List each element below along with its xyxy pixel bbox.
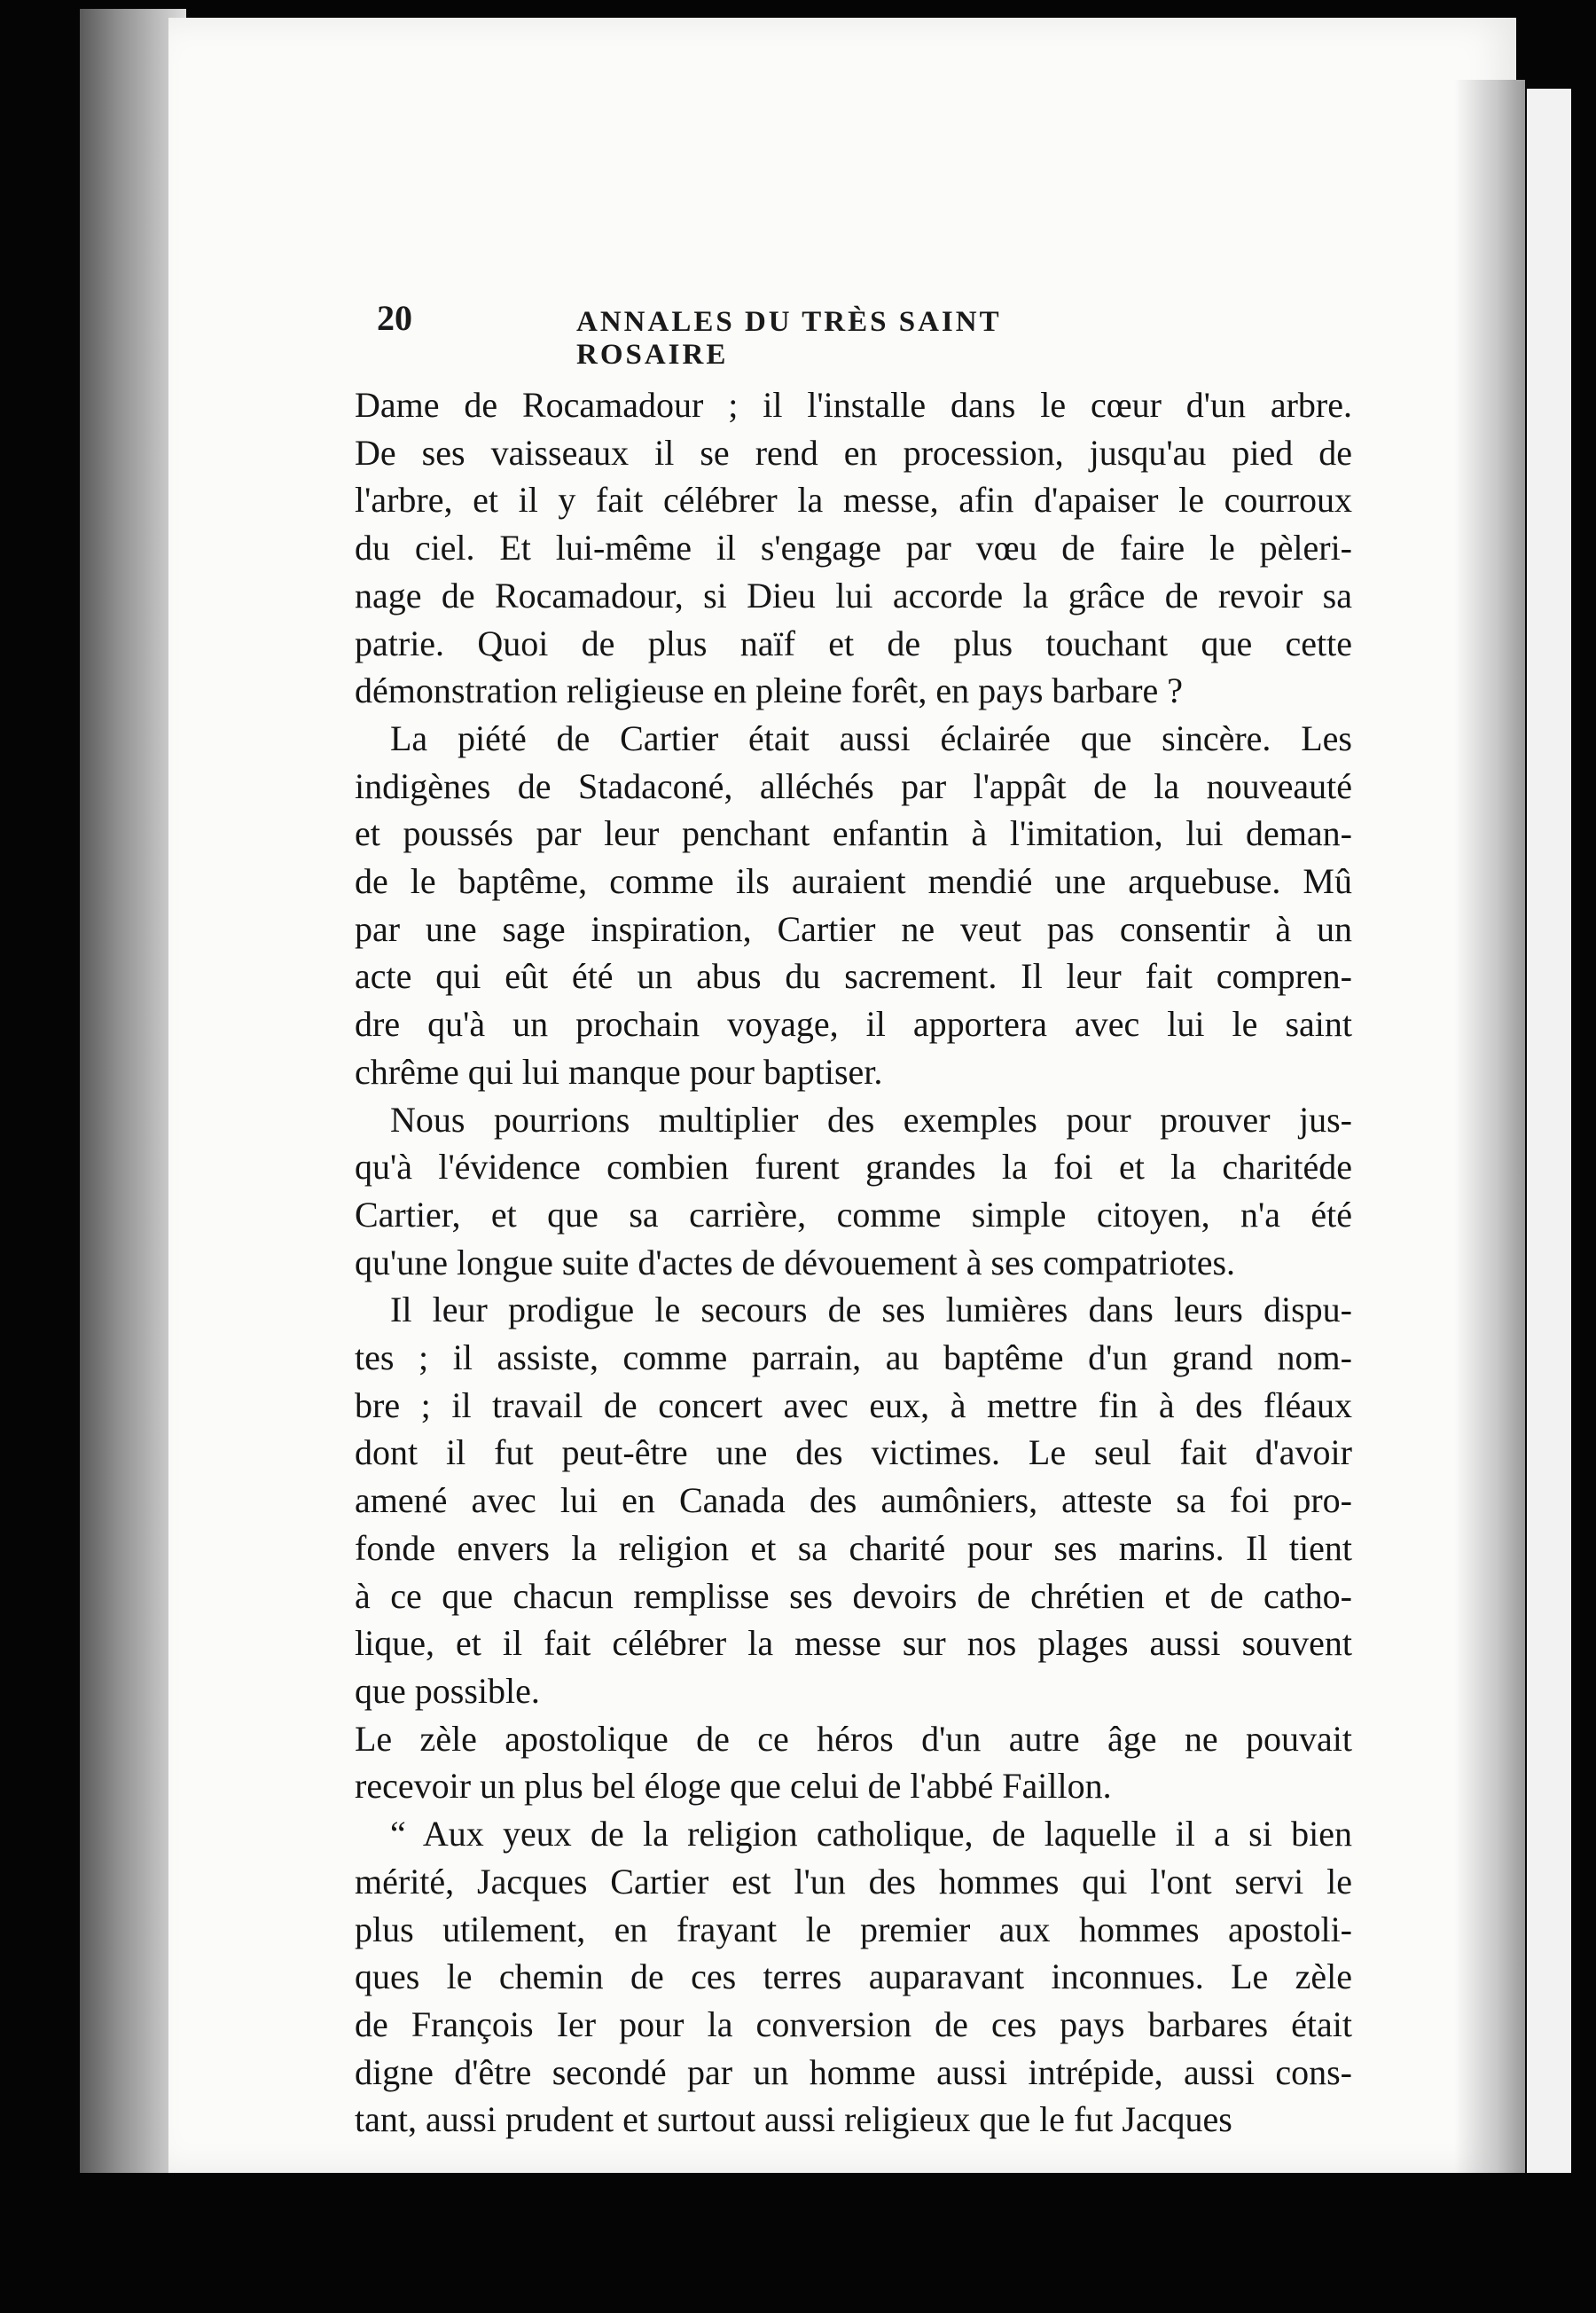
text-line: de le baptême, comme ils auraient mendié une arquebuse. Mû: [355, 861, 1352, 902]
text-line: qu'à l'évidence combien furent grandes la foi et la charitéde: [355, 1147, 1352, 1188]
text-line: indigènes de Stadaconé, alléchés par l'appât de la nouveauté: [355, 765, 1352, 806]
gutter-shadow: [1454, 80, 1525, 2173]
text-line: De ses vaisseaux il se rend en procession, jusqu'au pied de: [355, 432, 1352, 473]
page-number: 20: [377, 298, 412, 338]
text-line: par une sage inspiration, Cartier ne veut pas consentir à un: [355, 908, 1352, 949]
text-line: nage de Rocamadour, si Dieu lui accorde la grâce de revoir sa: [355, 575, 1352, 615]
text-line: Il leur prodigue le secours de ses lumières dans leurs dispu-: [390, 1290, 1352, 1330]
text-line: fonde envers la religion et sa charité pour ses marins. Il tient: [355, 1527, 1352, 1568]
text-line: à ce que chacun remplisse ses devoirs de chrétien et de catho-: [355, 1575, 1352, 1616]
text-line: tes ; il assiste, comme parrain, au baptême d'un grand nom-: [355, 1337, 1352, 1378]
text-line: et poussés par leur penchant enfantin à l'imitation, lui deman-: [355, 813, 1352, 854]
text-line: recevoir un plus bel éloge que celui de l'abbé Faillon.: [355, 1766, 1112, 1807]
text-line: La piété de Cartier était aussi éclairée que sincère. Les: [390, 717, 1352, 758]
paragraph: [355, 1096, 1352, 1287]
text-line: ques le chemin de ces terres auparavant inconnues. Le zèle: [355, 1956, 1352, 1997]
text-line: qu'une longue suite d'actes de dévouement à ses compatriotes.: [355, 1242, 1236, 1282]
text-line: “ Aux yeux de la religion catholique, de laquelle il a si bien: [390, 1814, 1352, 1854]
text-line: tant, aussi prudent et surtout aussi religieux que le fut Jacques: [355, 2099, 1232, 2140]
facing-page-edge: [1527, 89, 1571, 2173]
body-text: [355, 381, 1352, 2144]
paragraph: [355, 1286, 1352, 1714]
paragraph: [355, 715, 1352, 1096]
paragraph: [355, 381, 1352, 715]
text-line: de François Ier pour la conversion de ces pays barbares était: [355, 2003, 1352, 2044]
text-line: plus utilement, en frayant le premier aux hommes apostoli-: [355, 1909, 1352, 1949]
text-line: Le zèle apostolique de ce héros d'un autre âge ne pouvait: [355, 1718, 1352, 1759]
text-line: amené avec lui en Canada des aumôniers, atteste sa foi pro-: [355, 1480, 1352, 1521]
text-line: chrême qui lui manque pour baptiser.: [355, 1051, 883, 1092]
text-line: mérité, Jacques Cartier est l'un des hommes qui l'ont servi le: [355, 1861, 1352, 1901]
text-line: Nous pourrions multiplier des exemples pour prouver jus-: [390, 1099, 1352, 1140]
text-line: Cartier, et que sa carrière, comme simple citoyen, n'a été: [355, 1194, 1352, 1235]
text-line: digne d'être secondé par un homme aussi intrépide, aussi cons-: [355, 2051, 1352, 2092]
text-line: acte qui eût été un abus du sacrement. Il leur fait compren-: [355, 956, 1352, 997]
running-head: [377, 297, 1157, 371]
text-line: bre ; il travail de concert avec eux, à mettre fin à des fléaux: [355, 1384, 1352, 1425]
text-line: démonstration religieuse en pleine forêt, en pays barbare ?: [355, 670, 1184, 711]
text-line: Dame de Rocamadour ; il l'installe dans le cœur d'un arbre.: [355, 385, 1352, 425]
text-line: dre qu'à un prochain voyage, il apportera avec lui le saint: [355, 1004, 1352, 1045]
text-line: du ciel. Et lui-même il s'engage par vœu de faire le pèleri-: [355, 528, 1352, 568]
text-line: patrie. Quoi de plus naïf et de plus touchant que cette: [355, 623, 1352, 663]
running-title: ANNALES DU TRÈS SAINT ROSAIRE: [576, 306, 1001, 371]
text-line: l'arbre, et il y fait célébrer la messe, afin d'apaiser le courroux: [355, 480, 1352, 521]
text-line: que possible.: [355, 1670, 540, 1711]
text-line: dont il fut peut-être une des victimes. Le seul fait d'avoir: [355, 1432, 1352, 1473]
paragraph: [355, 1715, 1352, 1810]
text-line: lique, et il fait célébrer la messe sur nos plages aussi souvent: [355, 1623, 1352, 1664]
paragraph: [355, 1810, 1352, 2144]
